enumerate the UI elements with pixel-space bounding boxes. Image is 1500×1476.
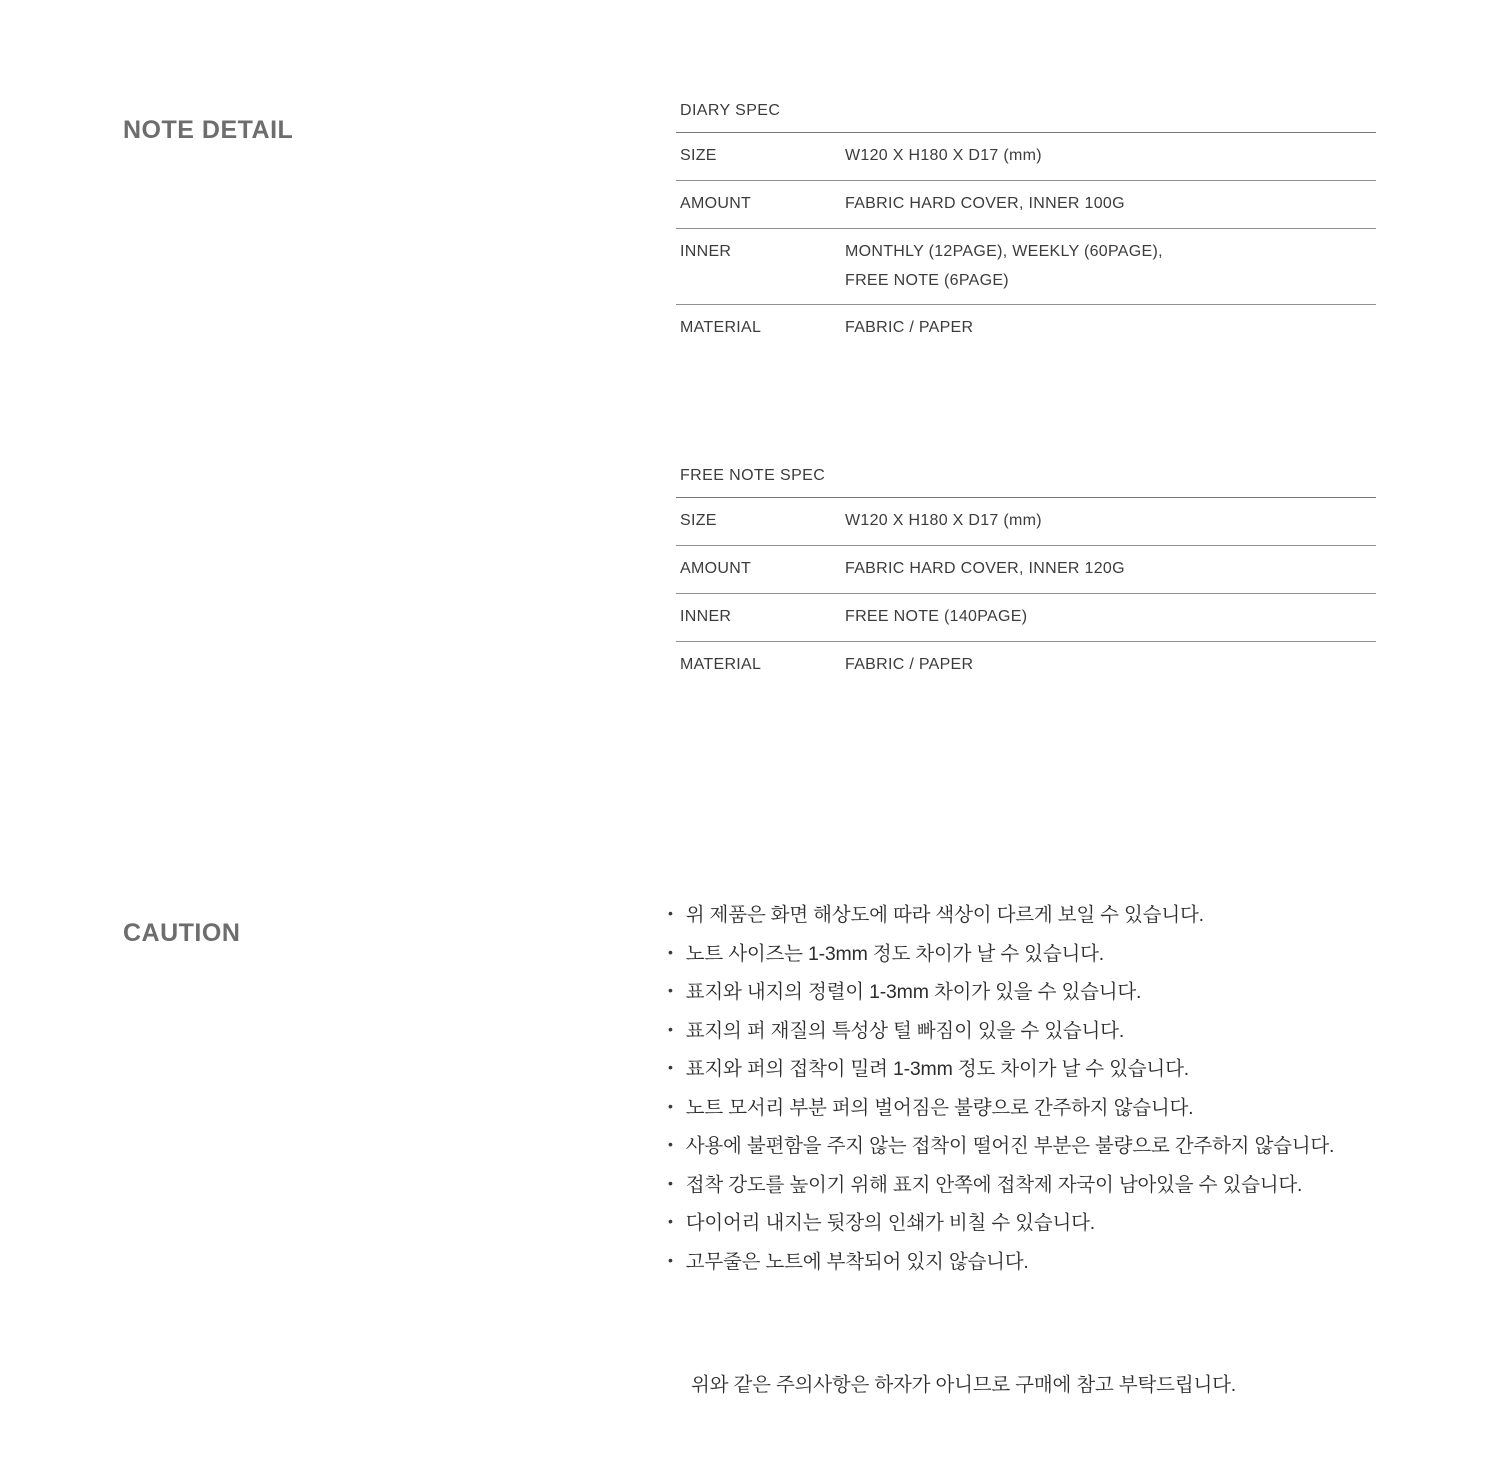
diary-spec-title: DIARY SPEC (676, 101, 1376, 133)
caution-text: 표지와 퍼의 접착이 밀려 1-3mm 정도 차이가 날 수 있습니다. (685, 1058, 1189, 1081)
caution-footnote: 위와 같은 주의사항은 하자가 아니므로 구매에 참고 부탁드립니다. (691, 1373, 1236, 1396)
list-item (668, 1164, 1448, 1203)
spec-value (845, 560, 1376, 578)
spec-label: MATERIAL (680, 319, 762, 336)
caution-list (668, 894, 1448, 1279)
spec-value (845, 319, 1376, 337)
spec-value-line: FABRIC HARD COVER, INNER 100G (845, 195, 1125, 212)
table-row (676, 229, 1376, 305)
list-item (668, 1125, 1448, 1164)
bullet-icon: • (668, 1059, 673, 1076)
spec-label: SIZE (680, 147, 717, 164)
spec-value (845, 656, 1376, 674)
list-item (668, 1048, 1448, 1087)
table-row (676, 594, 1376, 642)
spec-label: INNER (680, 243, 732, 260)
spec-label: AMOUNT (680, 195, 752, 212)
spec-value-line: FREE NOTE (140PAGE) (845, 608, 1028, 625)
caution-text: 표지의 퍼 재질의 특성상 털 빠짐이 있을 수 있습니다. (685, 1019, 1125, 1042)
spec-value (845, 195, 1376, 213)
spec-value (845, 608, 1376, 626)
bullet-icon: • (668, 1020, 673, 1037)
table-row (676, 546, 1376, 594)
spec-value-line: FABRIC HARD COVER, INNER 120G (845, 560, 1125, 577)
caution-text: 표지와 내지의 정렬이 1-3mm 차이가 있을 수 있습니다. (685, 981, 1142, 1004)
spec-value-line: FREE NOTE (6PAGE) (845, 272, 1009, 289)
caution-text: 고무줄은 노트에 부착되어 있지 않습니다. (685, 1250, 1029, 1273)
table-row (676, 133, 1376, 181)
spec-value (845, 147, 1376, 165)
spec-value-line: W120 X H180 X D17 (mm) (845, 512, 1042, 529)
spec-label: SIZE (680, 512, 717, 529)
caution-text: 노트 모서리 부분 퍼의 벌어짐은 불량으로 간주하지 않습니다. (685, 1096, 1194, 1119)
bullet-icon: • (668, 1213, 673, 1230)
table-row (676, 181, 1376, 229)
caution-text: 사용에 불편함을 주지 않는 접착이 떨어진 부분은 불량으로 간주하지 않습니다. (685, 1135, 1335, 1158)
bullet-icon: • (668, 1174, 673, 1191)
bullet-icon: • (668, 982, 673, 999)
spec-value (845, 243, 1376, 289)
caution-text: 위 제품은 화면 해상도에 따라 색상이 다르게 보일 수 있습니다. (685, 904, 1204, 927)
spec-value-line: FABRIC / PAPER (845, 656, 974, 673)
list-item (668, 933, 1448, 972)
bullet-icon: • (668, 1136, 673, 1153)
spec-value-line: MONTHLY (12PAGE), WEEKLY (60PAGE), (845, 243, 1163, 260)
list-item (668, 971, 1448, 1010)
list-item (668, 1202, 1448, 1241)
spec-value-line: W120 X H180 X D17 (mm) (845, 147, 1042, 164)
table-row (676, 305, 1376, 352)
bullet-icon: • (668, 1097, 673, 1114)
bullet-icon: • (668, 943, 673, 960)
list-item (668, 894, 1448, 933)
caution-heading: CAUTION (123, 918, 241, 947)
table-row (676, 642, 1376, 689)
spec-value-line: FABRIC / PAPER (845, 319, 974, 336)
caution-text: 다이어리 내지는 뒷장의 인쇄가 비칠 수 있습니다. (685, 1212, 1095, 1235)
spec-label: MATERIAL (680, 656, 762, 673)
table-row (676, 498, 1376, 546)
bullet-icon: • (668, 905, 673, 922)
spec-label: INNER (680, 608, 732, 625)
list-item (668, 1087, 1448, 1126)
free-note-spec-table (676, 466, 1376, 689)
diary-spec-table (676, 101, 1376, 352)
free-note-spec-title: FREE NOTE SPEC (676, 466, 1376, 498)
list-item (668, 1241, 1448, 1280)
note-detail-heading: NOTE DETAIL (123, 115, 294, 144)
caution-text: 노트 사이즈는 1-3mm 정도 차이가 날 수 있습니다. (685, 942, 1104, 965)
spec-value (845, 512, 1376, 530)
list-item (668, 1010, 1448, 1049)
caution-text: 접착 강도를 높이기 위해 표지 안쪽에 접착제 자국이 남아있을 수 있습니다. (685, 1173, 1303, 1196)
bullet-icon: • (668, 1251, 673, 1268)
spec-label: AMOUNT (680, 560, 752, 577)
